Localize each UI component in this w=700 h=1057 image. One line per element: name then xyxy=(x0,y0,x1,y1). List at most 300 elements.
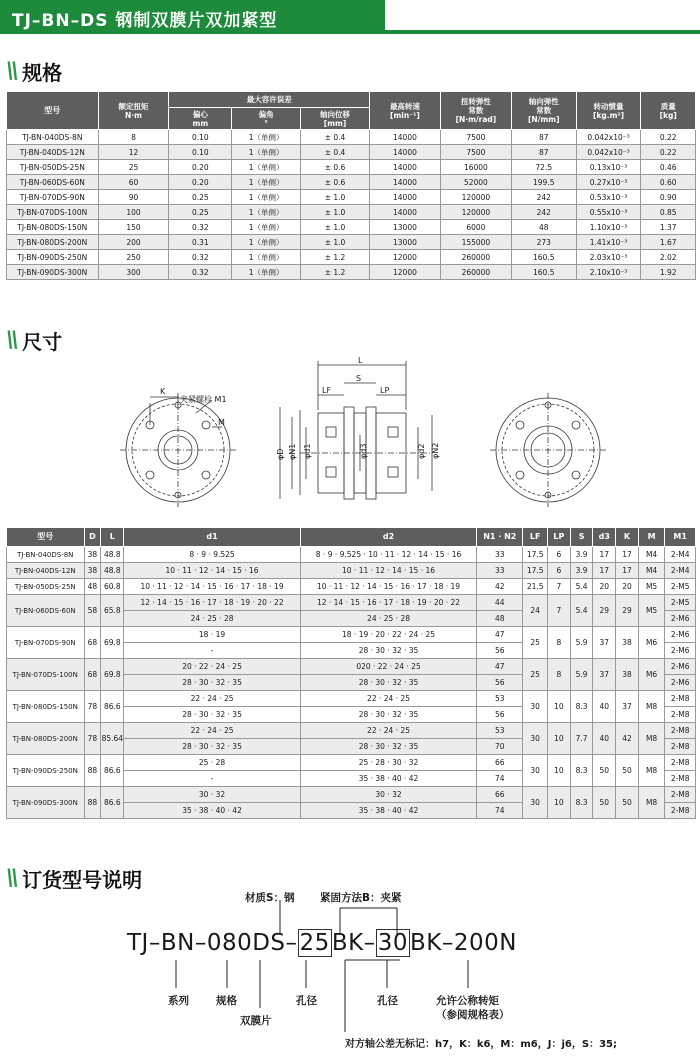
spec-cell: 1（单侧） xyxy=(232,250,301,265)
dim-header-cell: LF xyxy=(523,528,548,547)
dim-cell: 29 xyxy=(593,595,616,627)
dim-cell: 2-M8 xyxy=(665,803,696,819)
spec-cell: 14000 xyxy=(369,190,440,205)
spec-cell: 0.46 xyxy=(641,160,696,175)
dim-cell: 35 · 38 · 40 · 42 xyxy=(124,803,300,819)
spec-cell: 14000 xyxy=(369,145,440,160)
spec-cell: TJ-BN-040DS-8N xyxy=(7,130,99,145)
dim-cell: 2-M8 xyxy=(665,739,696,755)
dim-cell: 10 xyxy=(548,723,571,755)
dim-cell: M8 xyxy=(638,691,665,723)
clamp-label: 紧固方法B：夹紧 xyxy=(320,892,402,904)
spec-cell: ± 1.0 xyxy=(301,235,370,250)
spec-cell: TJ-BN-050DS-25N xyxy=(7,160,99,175)
dim-cell: 5.9 xyxy=(570,659,593,691)
dim-cell: 22 · 24 · 25 xyxy=(300,691,476,707)
label-S: S xyxy=(356,374,362,383)
dim-cell: 53 xyxy=(477,723,523,739)
spec-cell: 12000 xyxy=(369,265,440,280)
dim-cell: TJ-BN-040DS-12N xyxy=(7,563,85,579)
dim-cell: 30 · 32 xyxy=(124,787,300,803)
dim-cell: 5.4 xyxy=(570,579,593,595)
spec-row xyxy=(7,220,696,235)
spec-cell: 0.042x10⁻³ xyxy=(576,130,641,145)
dim-cell: 42 xyxy=(616,723,639,755)
label-LF: LF xyxy=(322,386,332,395)
dim-cell: 2-M6 xyxy=(665,611,696,627)
spec-row xyxy=(7,160,696,175)
spec-row xyxy=(7,130,696,145)
dim-cell: 17.5 xyxy=(523,547,548,563)
dim-cell: 17 xyxy=(616,563,639,579)
dim-cell: 48 xyxy=(84,579,101,595)
dim-row xyxy=(7,787,696,803)
spec-cell: ± 1.0 xyxy=(301,220,370,235)
spec-cell: 1（单侧） xyxy=(232,220,301,235)
dim-row xyxy=(7,595,696,611)
dim-cell: 20 xyxy=(616,579,639,595)
dim-cell: M8 xyxy=(638,723,665,755)
dim-cell: 35 · 38 · 40 · 42 xyxy=(300,803,476,819)
spec-row xyxy=(7,235,696,250)
spec-cell: 0.042x10⁻³ xyxy=(576,145,641,160)
spec-cell: 0.20 xyxy=(169,175,232,190)
dim-cell: 37 xyxy=(593,659,616,691)
col-mass: 质量 [kg] xyxy=(641,92,696,130)
label-N2: φN2 xyxy=(431,442,440,459)
dim-row xyxy=(7,723,696,739)
spec-cell: 155000 xyxy=(440,235,511,250)
dim-cell: 7 xyxy=(548,579,571,595)
dim-cell: 30 · 32 xyxy=(300,787,476,803)
col-tolerance-group: 最大容许误差 xyxy=(169,92,370,108)
dim-cell: 8 · 9 · 9.525 xyxy=(124,547,300,563)
dim-row xyxy=(7,627,696,643)
dim-cell: 17 xyxy=(593,563,616,579)
spec-row xyxy=(7,265,696,280)
dim-cell: 10 xyxy=(548,691,571,723)
dim-cell: 66 xyxy=(477,755,523,771)
dim-cell: 28 · 30 · 32 · 35 xyxy=(124,675,300,691)
dim-cell: 38 xyxy=(84,547,101,563)
dim-cell: 38 xyxy=(616,627,639,659)
dim-cell: 85.64 xyxy=(101,723,124,755)
dim-cell: 65.8 xyxy=(101,595,124,627)
section-label: 订货型号说明 xyxy=(22,868,143,892)
page-title: TJ–BN–DS 钢制双膜片双加紧型 xyxy=(12,11,278,31)
label-K: K xyxy=(160,387,166,396)
spec-cell: 1（单侧） xyxy=(232,190,301,205)
col-speed: 最高转速 [min⁻¹] xyxy=(369,92,440,130)
label-d2: φd2 xyxy=(417,443,426,459)
spec-cell: 12 xyxy=(98,145,169,160)
dim-cell: TJ-BN-090DS-300N xyxy=(7,787,85,819)
spec-cell: 16000 xyxy=(440,160,511,175)
dim-cell: M6 xyxy=(638,627,665,659)
dim-cell: 48 xyxy=(477,611,523,627)
spec-cell: 14000 xyxy=(369,205,440,220)
spec-cell: 25 xyxy=(98,160,169,175)
spec-cell: 1（单侧） xyxy=(232,175,301,190)
dim-cell: 24 · 25 · 28 xyxy=(300,611,476,627)
dim-cell: M8 xyxy=(638,755,665,787)
spec-cell: 0.55x10⁻³ xyxy=(576,205,641,220)
dim-cell: 6 xyxy=(548,547,571,563)
dim-header-cell: LP xyxy=(548,528,571,547)
dim-header-cell: M xyxy=(638,528,665,547)
label-N1: φN1 xyxy=(288,443,297,460)
dim-row xyxy=(7,691,696,707)
dim-cell: 56 xyxy=(477,707,523,723)
dim-header-cell: S xyxy=(570,528,593,547)
dim-cell: 8.3 xyxy=(570,755,593,787)
dim-cell: TJ-BN-070DS-100N xyxy=(7,659,85,691)
dim-cell: 25 xyxy=(523,659,548,691)
dim-cell: 5.4 xyxy=(570,595,593,627)
spec-cell: 7500 xyxy=(440,145,511,160)
section-slash-icon: \\ xyxy=(6,328,17,353)
dim-cell: 2-M4 xyxy=(665,563,696,579)
dim-cell: 2-M8 xyxy=(665,755,696,771)
spec-cell: TJ-BN-080DS-150N xyxy=(7,220,99,235)
spec-cell: 273 xyxy=(511,235,576,250)
spec-cell: ± 1.2 xyxy=(301,265,370,280)
dim-cell: 40 xyxy=(593,723,616,755)
spec-cell: 242 xyxy=(511,205,576,220)
spec-cell: 90 xyxy=(98,190,169,205)
dim-cell: 12 · 14 · 15 · 16 · 17 · 18 · 19 · 20 · 22 xyxy=(300,595,476,611)
dim-cell: 58 xyxy=(84,595,101,627)
dim-cell: 18 · 19 · 20 · 22 · 24 · 25 xyxy=(300,627,476,643)
spec-cell: ± 0.4 xyxy=(301,130,370,145)
spec-row xyxy=(7,205,696,220)
dim-header-cell: 型号 xyxy=(7,528,85,547)
dim-cell: 28 · 30 · 32 · 35 xyxy=(300,739,476,755)
dim-row xyxy=(7,547,696,563)
spec-cell: TJ-BN-090DS-250N xyxy=(7,250,99,265)
dim-cell: 8 · 9 · 9.525 · 10 · 11 · 12 · 14 · 15 · 16 xyxy=(300,547,476,563)
dim-cell: 10 · 11 · 12 · 14 · 15 · 16 · 17 · 18 · 19 xyxy=(300,579,476,595)
material-label: 材质S：钢 xyxy=(245,892,295,904)
dim-cell: 37 xyxy=(593,627,616,659)
dim-cell: 28 · 30 · 32 · 35 xyxy=(124,707,300,723)
dim-cell: 7 xyxy=(548,595,571,627)
spec-cell: 199.5 xyxy=(511,175,576,190)
dim-cell: 28 · 30 · 32 · 35 xyxy=(300,643,476,659)
dim-cell: M8 xyxy=(638,787,665,819)
dim-cell: 2-M5 xyxy=(665,579,696,595)
spec-cell: ± 0.4 xyxy=(301,145,370,160)
spec-row xyxy=(7,175,696,190)
spec-cell: 0.32 xyxy=(169,265,232,280)
spec-cell: 0.13x10⁻³ xyxy=(576,160,641,175)
spec-cell: ± 0.6 xyxy=(301,175,370,190)
dim-cell: 50 xyxy=(593,787,616,819)
spec-cell: 200 xyxy=(98,235,169,250)
dim-cell: TJ-BN-090DS-250N xyxy=(7,755,85,787)
dim-cell: 88 xyxy=(84,787,101,819)
dim-cell: 25 xyxy=(523,627,548,659)
spec-cell: 160.5 xyxy=(511,265,576,280)
spec-cell: TJ-BN-070DS-90N xyxy=(7,190,99,205)
section-label: 尺寸 xyxy=(22,330,63,354)
dim-cell: 10 xyxy=(548,755,571,787)
dim-cell: 47 xyxy=(477,659,523,675)
spec-cell: 120000 xyxy=(440,205,511,220)
spec-cell: TJ-BN-060DS-60N xyxy=(7,175,99,190)
order-code: TJ–BN–080DS–25BK–30BK–200N xyxy=(127,930,517,956)
label-bore-1: 孔径 xyxy=(296,995,317,1007)
dim-cell: 60.8 xyxy=(101,579,124,595)
spec-cell: 1.41x10⁻³ xyxy=(576,235,641,250)
dim-cell: 29 xyxy=(616,595,639,627)
label-torque-line-2: （参阅规格表） xyxy=(436,1009,510,1021)
dim-cell: 33 xyxy=(477,547,523,563)
col-axial-stiffness: 轴向弹性 常数 [N/mm] xyxy=(511,92,576,130)
dim-cell: 70 xyxy=(477,739,523,755)
section-slash-icon: \\ xyxy=(6,866,17,891)
spec-cell: 14000 xyxy=(369,160,440,175)
spec-row xyxy=(7,190,696,205)
tolerance-note: 对方轴公差无标记：h7，K：k6，M：m6，J：j6，S：35; xyxy=(345,1039,617,1050)
spec-cell: 0.22 xyxy=(641,145,696,160)
label-LP: LP xyxy=(380,386,390,395)
dim-cell: TJ-BN-070DS-90N xyxy=(7,627,85,659)
col-torsional-stiffness: 扭转弹性 常数 [N·m/rad] xyxy=(440,92,511,130)
dim-header-cell: d2 xyxy=(300,528,476,547)
spec-cell: 0.25 xyxy=(169,190,232,205)
dim-cell: 2-M5 xyxy=(665,595,696,611)
spec-cell: 300 xyxy=(98,265,169,280)
dim-cell: 40 xyxy=(593,691,616,723)
dim-cell: 48.8 xyxy=(101,547,124,563)
dim-cell: 35 · 38 · 40 · 42 xyxy=(300,771,476,787)
spec-cell: 0.25 xyxy=(169,205,232,220)
spec-cell: ± 1.2 xyxy=(301,250,370,265)
dim-cell: 25 · 28 xyxy=(124,755,300,771)
label-bore-2: 孔径 xyxy=(377,995,398,1007)
dim-cell: 88 xyxy=(84,755,101,787)
label-spec: 规格 xyxy=(216,995,237,1007)
spec-cell: 60 xyxy=(98,175,169,190)
spec-cell: 1.92 xyxy=(641,265,696,280)
spec-cell: 6000 xyxy=(440,220,511,235)
spec-cell: 1（单侧） xyxy=(232,205,301,220)
order-arrows xyxy=(0,880,700,1057)
spec-cell: 2.10x10⁻³ xyxy=(576,265,641,280)
dim-cell: 86.6 xyxy=(101,755,124,787)
dim-row xyxy=(7,579,696,595)
col-inertia: 转动惯量 [kg.m²] xyxy=(576,92,641,130)
spec-cell: 1（单侧） xyxy=(232,160,301,175)
dim-cell: 3.9 xyxy=(570,547,593,563)
section-label: 规格 xyxy=(22,61,63,85)
bore-box-2: 30 xyxy=(377,930,408,956)
dim-cell: 17 xyxy=(616,547,639,563)
dim-cell: 3.9 xyxy=(570,563,593,579)
section-title-spec xyxy=(6,57,62,86)
dim-cell: 28 · 30 · 32 · 35 xyxy=(124,739,300,755)
spec-cell: 7500 xyxy=(440,130,511,145)
spec-cell: 1（单侧） xyxy=(232,235,301,250)
page-header xyxy=(0,0,700,34)
dim-cell: 86.6 xyxy=(101,787,124,819)
spec-cell: 0.90 xyxy=(641,190,696,205)
spec-cell: 0.60 xyxy=(641,175,696,190)
spec-cell: 13000 xyxy=(369,235,440,250)
dim-cell: TJ-BN-050DS-25N xyxy=(7,579,85,595)
label-d1: φd1 xyxy=(303,443,312,459)
label-torque-line-1: 允许公称转矩 xyxy=(436,995,499,1007)
spec-row xyxy=(7,250,696,265)
dim-cell: 42 xyxy=(477,579,523,595)
dim-cell: 30 xyxy=(523,755,548,787)
dim-cell: 18 · 19 xyxy=(124,627,300,643)
spec-cell: 150 xyxy=(98,220,169,235)
spec-cell: 87 xyxy=(511,145,576,160)
spec-cell: 1.67 xyxy=(641,235,696,250)
dim-header-cell: N1 · N2 xyxy=(477,528,523,547)
dim-cell: 5.9 xyxy=(570,627,593,659)
dim-cell: M5 xyxy=(638,595,665,627)
dim-cell: 28 · 30 · 32 · 35 xyxy=(300,675,476,691)
dim-cell: 69.8 xyxy=(101,627,124,659)
dim-cell: 78 xyxy=(84,691,101,723)
order-code-diagram xyxy=(0,880,700,1057)
dim-cell: 50 xyxy=(616,755,639,787)
spec-cell: 260000 xyxy=(440,265,511,280)
label-L: L xyxy=(358,356,363,365)
spec-cell: 120000 xyxy=(440,190,511,205)
spec-cell: 0.53x10⁻³ xyxy=(576,190,641,205)
dim-cell: 37 xyxy=(616,691,639,723)
dim-cell: 44 xyxy=(477,595,523,611)
dim-cell: M4 xyxy=(638,547,665,563)
dim-cell: 74 xyxy=(477,803,523,819)
spec-cell: TJ-BN-040DS-12N xyxy=(7,145,99,160)
dim-cell: 48.8 xyxy=(101,563,124,579)
spec-cell: 52000 xyxy=(440,175,511,190)
dim-cell: 2-M6 xyxy=(665,627,696,643)
dim-header-cell: D xyxy=(84,528,101,547)
spec-cell: ± 1.0 xyxy=(301,205,370,220)
spec-cell: 0.10 xyxy=(169,145,232,160)
dim-header-cell: M1 xyxy=(665,528,696,547)
spec-cell: TJ-BN-090DS-300N xyxy=(7,265,99,280)
dim-cell: 30 xyxy=(523,691,548,723)
spec-row xyxy=(7,145,696,160)
dim-cell: 7.7 xyxy=(570,723,593,755)
left-end-view xyxy=(120,393,236,507)
dim-cell: TJ-BN-080DS-200N xyxy=(7,723,85,755)
dim-cell: 8 xyxy=(548,659,571,691)
dim-cell: 22 · 24 · 25 xyxy=(124,691,300,707)
spec-cell: 87 xyxy=(511,130,576,145)
section-title-dims xyxy=(6,326,62,355)
dim-cell: 8.3 xyxy=(570,787,593,819)
label-series: 系列 xyxy=(168,995,189,1007)
spec-cell: 160.5 xyxy=(511,250,576,265)
dim-cell: 10 · 11 · 12 · 14 · 15 · 16 xyxy=(124,563,300,579)
dim-cell: 68 xyxy=(84,659,101,691)
coupling-drawing xyxy=(0,355,700,520)
col-angular: 偏角 ° xyxy=(232,108,301,130)
spec-cell: 242 xyxy=(511,190,576,205)
spec-cell: 2.03x10⁻³ xyxy=(576,250,641,265)
dim-cell: 25 · 28 · 30 · 32 xyxy=(300,755,476,771)
dim-cell: 10 · 11 · 12 · 14 · 15 · 16 xyxy=(300,563,476,579)
label-bolt: 夹紧螺栓 M1 xyxy=(180,395,227,404)
spec-cell: 1.10x10⁻³ xyxy=(576,220,641,235)
spec-cell: 13000 xyxy=(369,220,440,235)
spec-cell: 14000 xyxy=(369,175,440,190)
spec-table xyxy=(6,91,696,280)
dim-cell: 50 xyxy=(593,755,616,787)
spec-cell: 2.02 xyxy=(641,250,696,265)
spec-cell: 72.5 xyxy=(511,160,576,175)
dim-cell: 74 xyxy=(477,771,523,787)
label-diaphragm: 双膜片 xyxy=(240,1015,272,1027)
header-rule xyxy=(385,30,700,34)
dim-header-cell: d1 xyxy=(124,528,300,547)
dim-cell: 53 xyxy=(477,691,523,707)
spec-cell: 0.10 xyxy=(169,130,232,145)
spec-cell: 0.20 xyxy=(169,160,232,175)
dim-cell: 50 xyxy=(616,787,639,819)
spec-cell: 100 xyxy=(98,205,169,220)
label-d3: φd3 xyxy=(359,443,368,459)
dim-cell: TJ-BN-080DS-150N xyxy=(7,691,85,723)
spec-cell: 260000 xyxy=(440,250,511,265)
dim-row xyxy=(7,659,696,675)
dim-cell: 24 · 25 · 28 xyxy=(124,611,300,627)
spec-cell: 1（单侧） xyxy=(232,265,301,280)
spec-cell: 14000 xyxy=(369,130,440,145)
spec-cell: 1（单侧） xyxy=(232,130,301,145)
dim-cell: 33 xyxy=(477,563,523,579)
section-slash-icon: \\ xyxy=(6,59,17,84)
bore-box-1: 25 xyxy=(299,930,330,956)
dim-cell: 17 xyxy=(593,547,616,563)
dim-cell: 10 xyxy=(548,787,571,819)
dim-cell: 69.8 xyxy=(101,659,124,691)
dim-cell: 86.6 xyxy=(101,691,124,723)
spec-cell: 0.85 xyxy=(641,205,696,220)
right-end-view xyxy=(490,393,606,507)
label-D: φD xyxy=(276,448,285,460)
dim-cell: 6 xyxy=(548,563,571,579)
dim-cell: 38 xyxy=(84,563,101,579)
col-model: 型号 xyxy=(7,92,99,130)
dim-cell: 2-M4 xyxy=(665,547,696,563)
dim-cell: 2-M6 xyxy=(665,675,696,691)
spec-cell: 0.31 xyxy=(169,235,232,250)
col-torque: 额定扭矩 N·m xyxy=(98,92,169,130)
dim-cell: 020 · 22 · 24 · 25 xyxy=(300,659,476,675)
dim-cell: 22 · 24 · 25 xyxy=(300,723,476,739)
dim-cell: 2-M8 xyxy=(665,691,696,707)
dim-cell: 24 xyxy=(523,595,548,627)
dim-cell: 38 xyxy=(616,659,639,691)
label-M: M xyxy=(218,418,225,427)
dim-cell: - xyxy=(124,643,300,659)
dim-cell: 8 xyxy=(548,627,571,659)
dim-header-cell: L xyxy=(101,528,124,547)
dim-cell: 21.5 xyxy=(523,579,548,595)
dim-cell: 28 · 30 · 32 · 35 xyxy=(300,707,476,723)
spec-cell: 250 xyxy=(98,250,169,265)
dim-cell: 30 xyxy=(523,723,548,755)
